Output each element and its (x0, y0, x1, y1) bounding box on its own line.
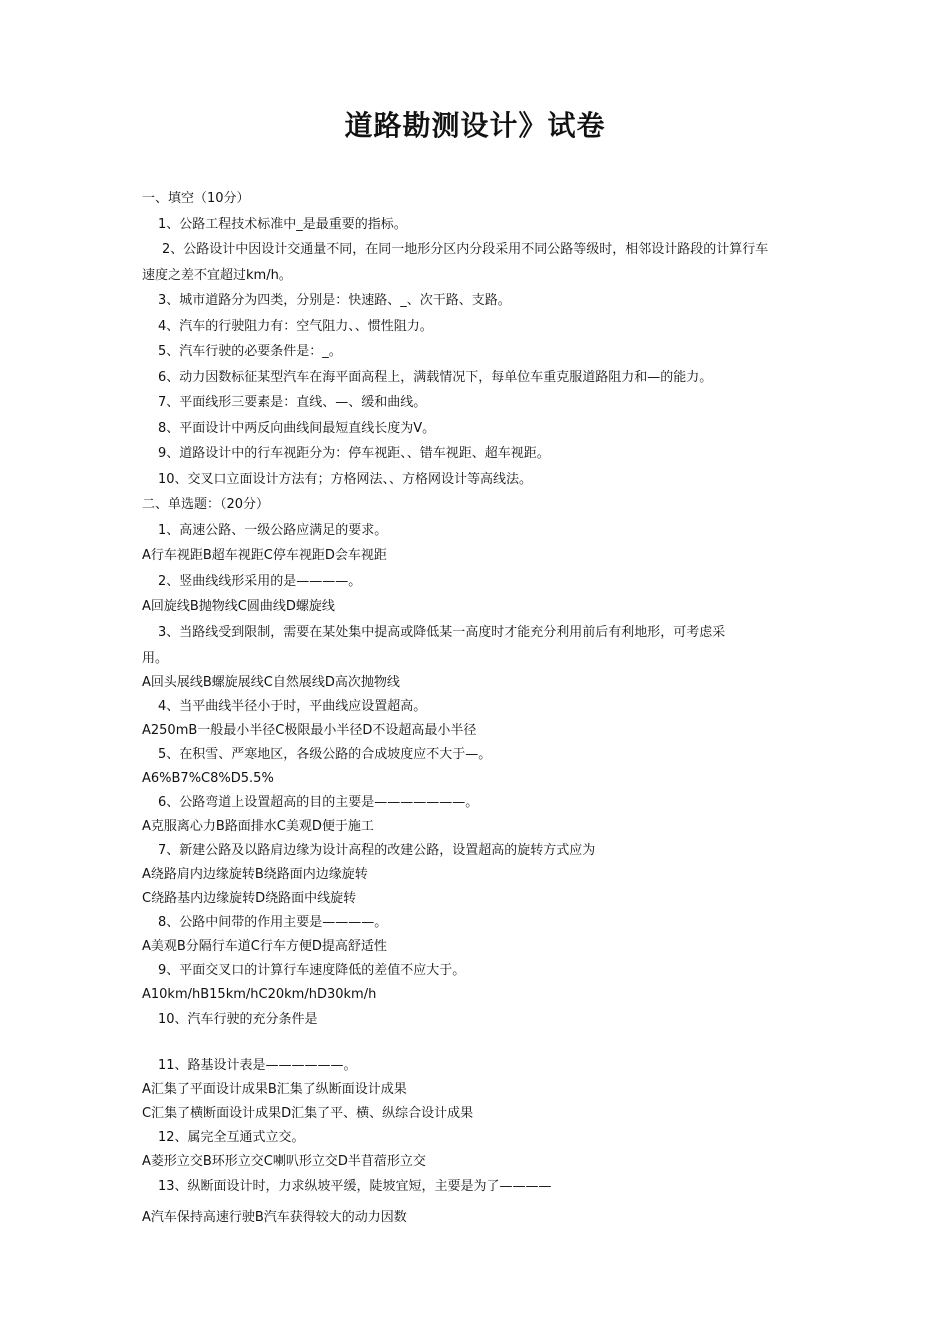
choice-question-1: 1、高速公路、一级公路应满足的要求。 (158, 523, 388, 538)
fill-question-2-cont: 速度之差不宜超过km/h。 (142, 268, 292, 283)
fill-question-8: 8、平面设计中两反向曲线间最短直线长度为V。 (158, 421, 436, 436)
choice-question-3-cont: 用。 (142, 651, 169, 666)
choice-options-7b: C绕路基内边缘旋转D绕路面中线旋转 (142, 891, 357, 906)
choice-options-4: A250mB一般最小半径C极限最小半径D不设超高最小半径 (142, 723, 477, 738)
fill-question-7: 7、平面线形三要素是：直线、—、缓和曲线。 (158, 395, 427, 410)
choice-options-11b: C汇集了横断面设计成果D汇集了平、横、纵综合设计成果 (142, 1106, 474, 1121)
choice-question-4: 4、当平曲线半径小于时，平曲线应设置超高。 (158, 699, 427, 714)
fill-question-6: 6、动力因数标征某型汽车在海平面高程上，满载情况下，每单位车重克服道路阻力和—的能力。 (158, 370, 713, 385)
choice-options-12: A菱形立交B环形立交C喇叭形立交D半苜蓿形立交 (142, 1154, 426, 1169)
fill-question-1: 1、公路工程技术标准中_是最重要的指标。 (158, 217, 407, 232)
choice-question-3: 3、当路线受到限制，需要在某处集中提高或降低某一高度时才能充分利用前后有利地形，可考虑采 (158, 625, 726, 640)
choice-question-7: 7、新建公路及以路肩边缘为设计高程的改建公路，设置超高的旋转方式应为 (158, 843, 596, 858)
choice-options-7a: A绕路肩内边缘旋转B绕路面内边缘旋转 (142, 867, 368, 882)
section-heading-fill: 一、填空（10分） (142, 191, 250, 206)
choice-question-10: 10、汽车行驶的充分条件是 (158, 1012, 318, 1027)
choice-options-2: A回旋线B抛物线C圆曲线D螺旋线 (142, 599, 335, 614)
fill-question-3: 3、城市道路分为四类，分别是：快速路、_、次干路、支路。 (158, 293, 511, 308)
choice-question-5: 5、在积雪、严寒地区，各级公路的合成坡度应不大于—。 (158, 747, 492, 762)
choice-question-9: 9、平面交叉口的计算行车速度降低的差值不应大于。 (158, 963, 466, 978)
choice-options-8: A美观B分隔行车道C行车方便D提高舒适性 (142, 939, 387, 954)
choice-options-1: A行车视距B超车视距C停车视距D会车视距 (142, 548, 387, 563)
choice-question-12: 12、属完全互通式立交。 (158, 1130, 305, 1145)
choice-question-13: 13、纵断面设计时，力求纵坡平缓，陡坡宜短，主要是为了———— (158, 1179, 552, 1194)
choice-question-6: 6、公路弯道上设置超高的目的主要是———————。 (158, 795, 479, 810)
page-title: 道路勘测设计》试卷 (344, 109, 606, 142)
choice-options-13: A汽车保持高速行驶B汽车获得较大的动力因数 (142, 1210, 407, 1225)
choice-question-2: 2、竖曲线线形采用的是————。 (158, 574, 362, 589)
fill-question-4: 4、汽车的行驶阻力有：空气阻力、、惯性阻力。 (158, 319, 433, 334)
choice-options-11a: A汇集了平面设计成果B汇集了纵断面设计成果 (142, 1082, 407, 1097)
fill-question-2: 2、公路设计中因设计交通量不同，在同一地形分区内分段采用不同公路等级时，相邻设计路段的计算行车 (162, 242, 769, 257)
choice-options-6: A克服离心力B路面排水C美观D便于施工 (142, 819, 374, 834)
section-heading-choice: 二、单选题：（20分） (142, 497, 270, 512)
choice-options-9: A10km/hB15km/hC20km/hD30km/h (142, 987, 377, 1002)
choice-question-8: 8、公路中间带的作用主要是————。 (158, 915, 388, 930)
fill-question-10: 10、交叉口立面设计方法有；方格网法、、方格网设计等高线法。 (158, 472, 533, 487)
choice-options-3: A回头展线B螺旋展线C自然展线D高次抛物线 (142, 675, 400, 690)
fill-question-9: 9、道路设计中的行车视距分为：停车视距、、错车视距、超车视距。 (158, 446, 550, 461)
choice-options-5: A6%B7%C8%D5.5% (142, 771, 274, 786)
fill-question-5: 5、汽车行驶的必要条件是：_。 (158, 344, 342, 359)
choice-question-11: 11、路基设计表是——————。 (158, 1058, 357, 1073)
